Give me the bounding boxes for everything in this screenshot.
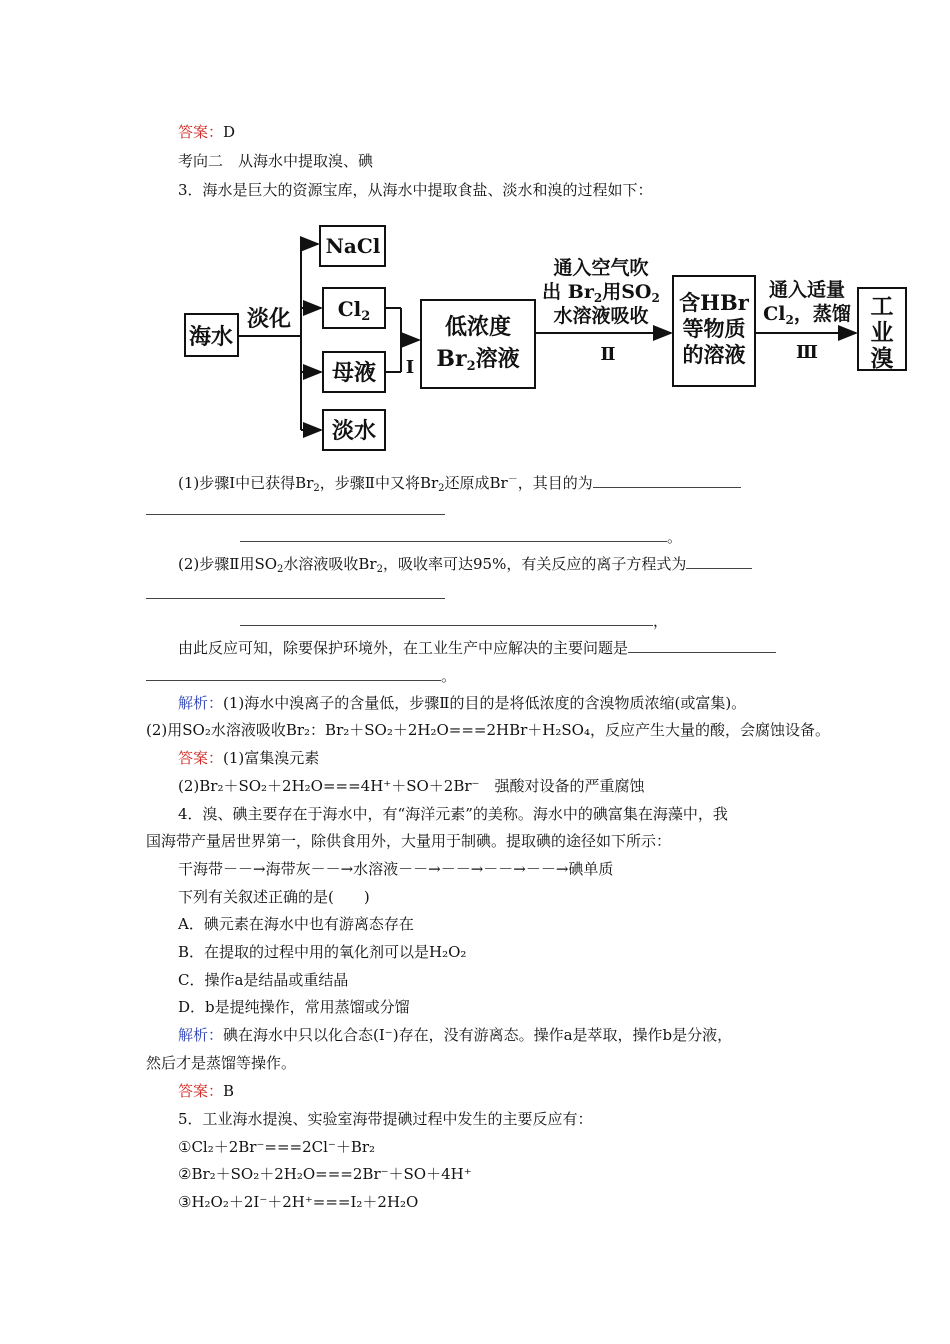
iodine-extraction-path: 干海带－－→海带灰－－→水溶液－－→－－→－－→－－→碘单质: [178, 860, 614, 878]
question-3-part-3: 由此反应可知，除要保护环境外，在工业生产中应解决的主要问题是: [178, 638, 776, 658]
analysis-3-line-2: (2)用SO₂水溶液吸收Br₂：Br₂＋SO₂＋2H₂O===2HBr＋H₂SO₄，反应产生大量的酸，会腐蚀设备。: [146, 721, 830, 739]
label-industrial-3: 溴: [870, 345, 894, 372]
analysis-3-line-1: 解析：(1)海水中溴离子的含量低，步骤Ⅱ的目的是将低浓度的含溴物质浓缩(或富集)。: [178, 694, 747, 712]
label-hbr-line3: 的溶液: [682, 342, 746, 367]
answer-blank-line[interactable]: [146, 598, 445, 599]
label-step-3: Ⅲ: [796, 342, 818, 363]
bromine-extraction-flowchart: [175, 218, 915, 458]
answer-blank-line[interactable]: [146, 514, 445, 515]
question-3-part-2: (2)步骤Ⅱ用$SO_2$水溶液吸收$Br_2$，吸收率可达95%，有关反应的离子方程式为: [178, 554, 752, 580]
question-3-part-1: (1)步骤Ⅰ中已获得$Br_2$，步骤Ⅱ中又将$Br_2$还原成Br－，其目的为: [178, 470, 741, 499]
analysis-label: 解析：: [178, 1026, 224, 1044]
answer-value: D: [223, 123, 236, 141]
answer-blank[interactable]: [146, 667, 441, 681]
question-4-stem: 下列有关叙述正确的是( ): [178, 888, 370, 906]
answer-blank[interactable]: [240, 612, 653, 626]
label-desalinate: 淡化: [246, 306, 292, 332]
analysis-4-line-1: 解析：碘在海水中只以化合态(I⁻)存在，没有游离态。操作a是萃取，操作b是分液，: [178, 1026, 733, 1044]
option-d: D．b是提纯操作，常用蒸馏或分馏: [178, 998, 410, 1016]
label-seawater: 海水: [188, 324, 234, 350]
label-industrial-1: 工: [870, 293, 894, 320]
answer-label: 答案：: [178, 1082, 224, 1100]
label-step-1: Ⅰ: [405, 357, 415, 378]
answer-d: [178, 122, 235, 142]
label-industrial-2: 业: [870, 319, 894, 346]
reaction-2: ②Br₂＋SO₂＋2H₂O===2Br⁻＋SO＋4H⁺: [178, 1165, 472, 1183]
answer-blank[interactable]: [628, 639, 776, 653]
label-hbr-line1: 含HBr: [679, 290, 749, 315]
option-b: B．在提取的过程中用的氧化剂可以是H₂O₂: [178, 943, 467, 961]
answer-label: 答案：: [178, 749, 224, 767]
label-step3-line1: 通入适量: [768, 279, 846, 301]
label-fresh-water: 淡水: [331, 418, 377, 444]
label-step2-line1: 通入空气吹: [553, 257, 649, 279]
answer-blank-row: 。: [240, 527, 682, 547]
answer-blank[interactable]: [240, 528, 667, 542]
label-br2-solution: Br2溶液: [436, 346, 520, 374]
question-5-stem: 5．工业海水提溴、实验室海带提碘过程中发生的主要反应有：: [178, 1110, 593, 1128]
question-4-line-1: 4．溴、碘主要存在于海水中，有“海洋元素”的美称。海水中的碘富集在海藻中，我: [178, 805, 728, 823]
answer-blank[interactable]: [593, 474, 741, 488]
label-cl2: $Cl_2$: [337, 297, 371, 324]
label-mother-liquor: 母液: [331, 360, 377, 386]
option-c: C．操作a是结晶或重结晶: [178, 971, 349, 989]
option-a: A．碘元素在海水中也有游离态存在: [178, 915, 414, 933]
label-step2-line3: 水溶液吸收: [553, 305, 649, 327]
section-heading: 考向二 从海水中提取溴、碘: [178, 152, 374, 170]
answer-4: 答案：B: [178, 1082, 235, 1100]
question-4-line-2: 国海带产量居世界第一，除供食用外，大量用于制碘。提取碘的途径如下所示：: [146, 832, 672, 850]
label-nacl: NaCl: [325, 234, 381, 258]
label-step3-line2: $Cl_2$，蒸馏: [763, 303, 851, 327]
answer-blank-row: ，: [240, 611, 668, 631]
question-3-stem: 3．海水是巨大的资源宝库，从海水中提取食盐、淡水和溴的过程如下：: [178, 181, 653, 199]
answer-3-line-1: 答案：(1)富集溴元素: [178, 749, 320, 767]
label-step2-line2: 出 $Br_2$用$SO_2$: [542, 281, 660, 305]
label-hbr-line2: 等物质: [682, 316, 746, 341]
analysis-4-line-2: 然后才是蒸馏等操作。: [146, 1054, 297, 1072]
answer-blank-row: 。: [146, 666, 456, 686]
reaction-1: ①Cl₂＋2Br⁻===2Cl⁻＋Br₂: [178, 1138, 376, 1156]
answer-3-line-2: (2)Br₂＋SO₂＋2H₂O===4H⁺＋SO＋2Br⁻ 强酸对设备的严重腐蚀: [178, 777, 645, 795]
label-step-2: Ⅱ: [600, 344, 616, 365]
analysis-label: 解析：: [178, 694, 224, 712]
answer-label: 答案：: [178, 123, 224, 141]
answer-blank[interactable]: [686, 555, 752, 569]
label-low-concentration: 低浓度: [444, 314, 512, 340]
reaction-3: ③H₂O₂＋2I⁻＋2H⁺===I₂＋2H₂O: [178, 1193, 419, 1211]
